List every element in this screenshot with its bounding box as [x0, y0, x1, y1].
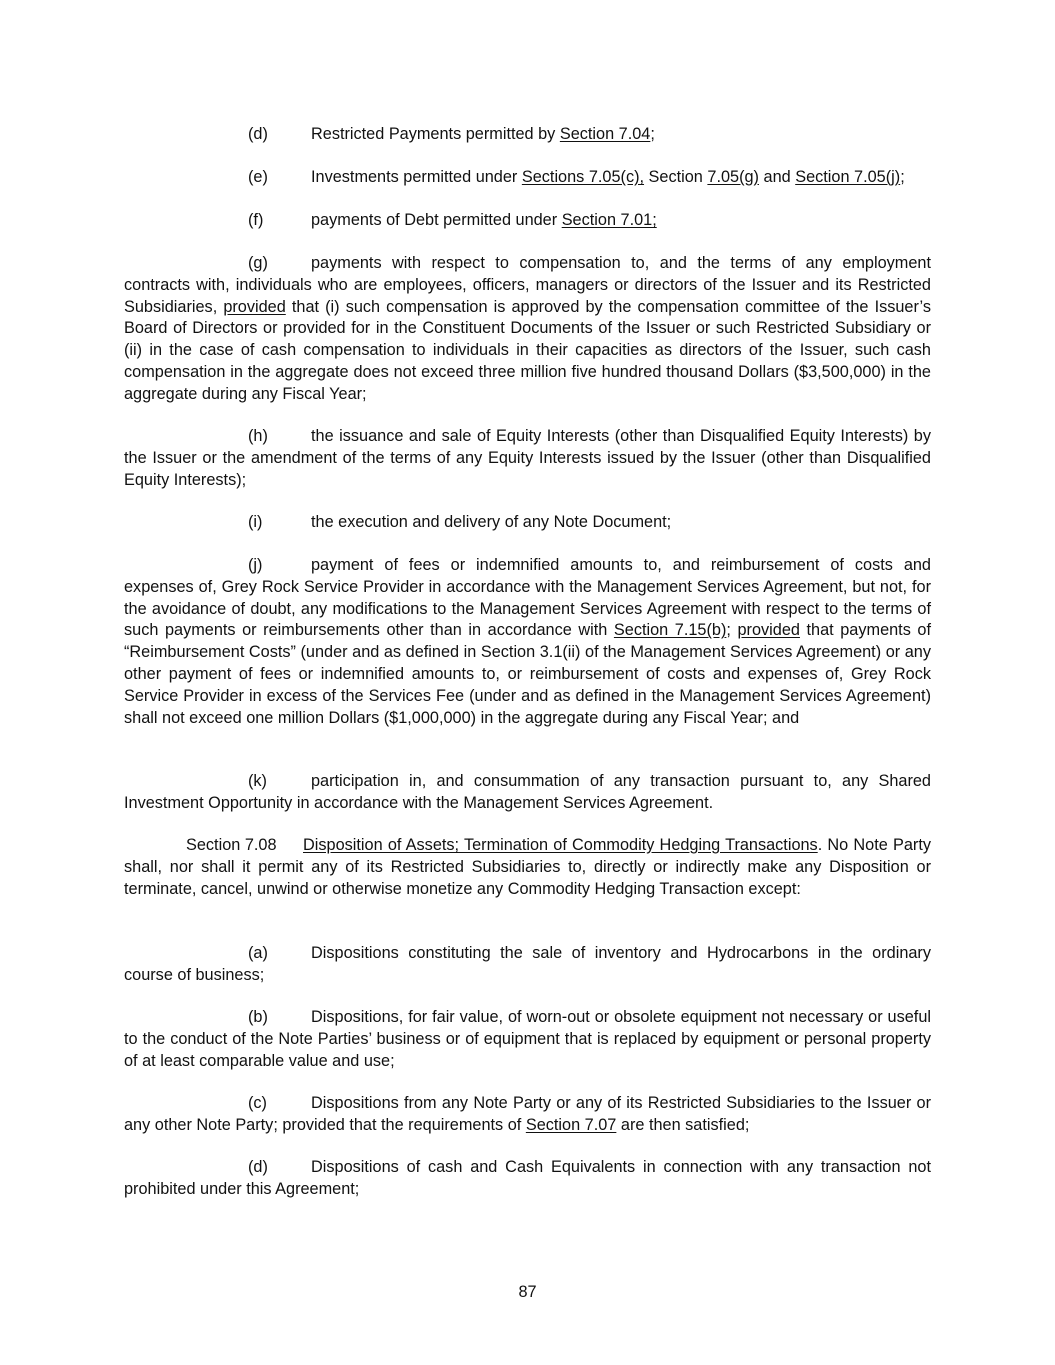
item-i — [248, 512, 671, 534]
item-e-link-3[interactable]: Section 7.05(j) — [795, 168, 901, 186]
item-f-link[interactable]: Section 7.01; — [561, 211, 657, 229]
sub-item-c-label: (c) — [248, 1094, 267, 1112]
item-i-text: the execution and delivery of any Note Document; — [311, 513, 672, 531]
item-e-link-1[interactable]: Sections 7.05(c), — [521, 168, 645, 186]
item-j-link-1[interactable]: Section 7.15(b) — [613, 621, 727, 640]
item-g-text-end: that (i) such compensation is approved by the compensation committee of the Issuer’s Board of Directors or provided for in the Constituent Documents of the Issuer or such Restricted Subsidiary or (ii) in the case of cash compensation to individuals in their capacities as directors of the Issuer, such cash compensation in the aggregate does not exceed three million five hundred thousand Dollars ($3,500,000) in the aggregate during any Fiscal Year; — [124, 297, 931, 403]
section-text: . No Note Party shall, nor shall it permit any of its Restricted Subsidiaries to, directly or indirectly make any Disposition or terminate, cancel, unwind or otherwise monetize any Commodity Hedging Transaction except: — [124, 836, 931, 898]
sub-item-d — [124, 1157, 931, 1201]
item-j-text-end: that payments of “Reimbursement Costs” (under and as defined in Section 3.1(ii) of the Management Services Agreement) or any other payment of fees or indemnified amounts to, or reimbursement of costs and expenses of, Grey Rock Service Provider in excess of the Services Fee (under and as defined in the Management Services Agreement) shall not exceed one million Dollars ($1,000,000) in the aggregate during any Fiscal Year; and — [124, 621, 931, 727]
item-j — [124, 555, 931, 729]
sub-item-b-text: Dispositions, for fair value, of worn-out or obsolete equipment not necessary or useful to the conduct of the Note Parties’ business or of equipment that is replaced by equipment or personal property of at least comparable value and use; — [124, 1008, 931, 1070]
item-i-label: (i) — [248, 513, 263, 531]
section-title: Disposition of Assets; Termination of Commodity Hedging Transactions — [303, 836, 818, 854]
sub-item-a-text: Dispositions constituting the sale of inventory and Hydrocarbons in the ordinary course of business; — [124, 944, 931, 984]
item-e-link-2[interactable]: 7.05(g) — [707, 168, 759, 186]
sub-item-c — [124, 1093, 931, 1137]
item-d-text-end: ; — [650, 125, 655, 143]
item-e-text-mid-2: and — [758, 168, 796, 186]
sub-item-c-text: Dispositions from any Note Party or any of its Restricted Subsidiaries to the Issuer or any other Note Party; provided that the requirements of — [124, 1094, 931, 1134]
item-g-link[interactable]: provided — [223, 297, 286, 316]
item-d — [248, 124, 655, 146]
item-f-label: (f) — [248, 211, 264, 229]
sub-item-c-link[interactable]: Section 7.07 — [525, 1115, 617, 1134]
item-d-link[interactable]: Section 7.04 — [559, 125, 651, 143]
item-g — [124, 253, 931, 406]
item-k — [124, 771, 931, 815]
item-h — [124, 426, 931, 491]
item-g-label: (g) — [248, 254, 268, 272]
page-number: 87 — [518, 1283, 537, 1301]
item-j-text-mid: ; — [726, 621, 738, 640]
sub-item-c-text-end: are then satisfied; — [616, 1115, 750, 1134]
item-e-text-mid-1: Section — [644, 168, 708, 186]
section-number: Section 7.08 — [186, 836, 277, 854]
sub-item-b — [124, 1007, 931, 1072]
sub-item-b-label: (b) — [248, 1008, 268, 1026]
item-h-text: the issuance and sale of Equity Interests (other than Disqualified Equity Interests) by the Issuer or the amendment of the terms of any Equity Interests issued by the Issuer (other than Disqualified Equity Interests); — [124, 427, 931, 489]
sub-item-d-text: Dispositions of cash and Cash Equivalents in connection with any transaction not prohibited under this Agreement; — [124, 1158, 931, 1198]
item-j-label: (j) — [248, 556, 263, 574]
item-e-label: (e) — [248, 168, 268, 186]
item-e-text-end: ; — [900, 168, 905, 186]
item-d-text: Restricted Payments permitted by — [311, 125, 560, 143]
item-f — [248, 210, 657, 232]
sub-item-d-label: (d) — [248, 1158, 268, 1176]
item-k-label: (k) — [248, 772, 267, 790]
sub-item-a — [124, 943, 931, 987]
item-j-link-2[interactable]: provided — [737, 621, 800, 640]
section-7-08 — [124, 835, 931, 900]
item-k-text: participation in, and consummation of any transaction pursuant to, any Shared Investment Opportunity in accordance with the Management Services Agreement. — [124, 772, 931, 812]
item-g-text: payments with respect to compensation to, and the terms of any employment contracts with, individuals who are employees, officers, managers or directors of the Issuer and its Restricted Subsidiaries, — [124, 254, 931, 316]
item-f-text: payments of Debt permitted under — [311, 211, 562, 229]
item-d-label: (d) — [248, 125, 268, 143]
sub-item-a-label: (a) — [248, 944, 268, 962]
item-e-text: Investments permitted under — [311, 168, 522, 186]
item-j-text: payment of fees or indemnified amounts to, and reimbursement of costs and expenses of, Grey Rock Service Provider in accordance with the Management Services Agreement, but not, for the avoidance of doubt, any modifications to the Management Services Agreement with respect to the terms of such payments or reimbursements other than in accordance with — [124, 556, 931, 640]
item-h-label: (h) — [248, 427, 268, 445]
item-e — [248, 167, 905, 189]
